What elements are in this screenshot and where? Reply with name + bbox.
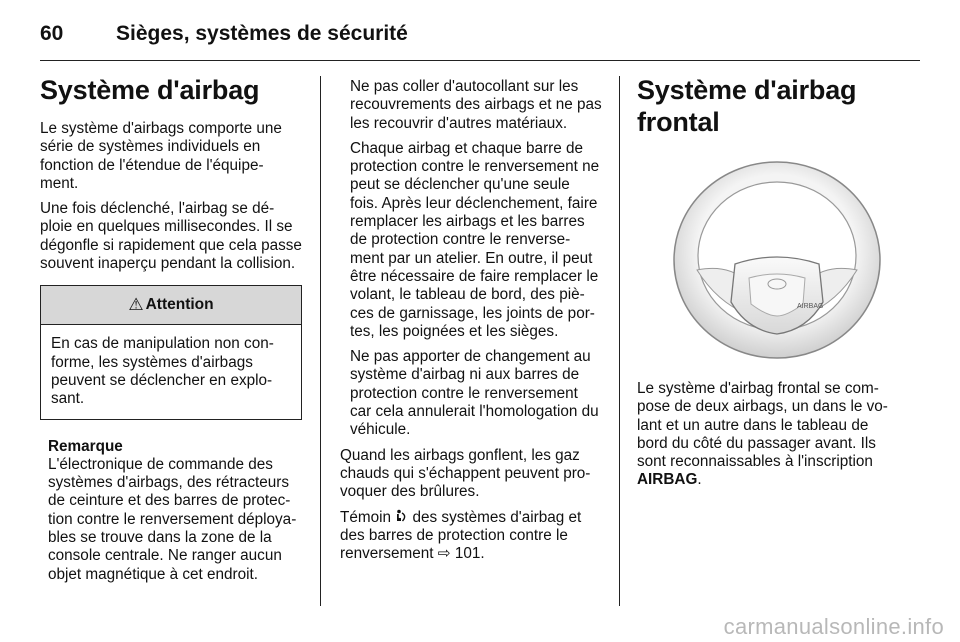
heading-airbag-system: Système d'airbag [40, 75, 260, 105]
warning-box [40, 285, 302, 419]
note-title: Remarque [48, 437, 123, 455]
page-reference[interactable]: 101. [454, 545, 485, 563]
deployment-paragraph: Une fois déclenché, l'airbag se dé- ploie en quelques millisecondes. Il se dégonfle si rapidement que cela passe souvent inaperçu pendant la collision. [40, 200, 302, 273]
warning-light-paragraph [340, 509, 602, 564]
left-column [40, 62, 302, 584]
note-block [40, 438, 302, 584]
hot-gas-paragraph: Quand les airbags gonflent, les gaz chauds qui s'échappent peuvent pro- voquer des brûlures. [340, 446, 591, 501]
warning-header [41, 286, 301, 325]
front-airbag-end: . [697, 471, 702, 489]
intro-paragraph: Le système d'airbags comporte une série de systèmes individuels en fonction de l'étendue de l'équipe- ment. [40, 120, 282, 192]
middle-column [340, 78, 602, 570]
heading-front-airbag: Système d'airbag frontal [637, 75, 857, 137]
no-modification-paragraph: Ne pas apporter de changement au système d'airbag ni aux barres de protection contre le renversement car cela annulerait l'homologation du véhicule. [350, 348, 599, 439]
single-deploy-paragraph: Chaque airbag et chaque barre de protection contre le renversement ne peut se déclencher qu'une seule fois. Après leur déclenchement, faire remplacer les airbags et les barres de protection contre le renverse- ment par un atelier. En outre, il peut être nécessaire de faire remplacer le volant, le tableau de bord, des piè- ces de garnissage, les joints de por- tes, les poignées et les sièges. [350, 139, 600, 340]
column-divider-1 [320, 76, 321, 606]
steering-wheel-illustration [657, 152, 897, 362]
page-ref-arrow-icon: ⇨ [437, 545, 451, 563]
warning-triangle-icon: ⚠ [128, 295, 144, 315]
watermark: carmanualsonline.info [723, 614, 944, 639]
sticker-warning: Ne pas coller d'autocollant sur les recouvrements des airbags et ne pas les recouvrir d'autres matériaux. [350, 78, 602, 132]
right-column [637, 62, 902, 497]
header-divider [40, 60, 920, 61]
warning-text: En cas de manipulation non con- forme, les systèmes d'airbags peuvent se déclencher en explo- sant. [51, 335, 274, 408]
wheel-airbag-label: AIRBAG [797, 303, 824, 310]
airbag-warning-symbol-icon [395, 509, 408, 524]
airbag-label-bold: AIRBAG [637, 471, 698, 489]
section-title: Sièges, systèmes de sécurité [116, 22, 408, 45]
front-airbag-text: Le système d'airbag frontal se com- pose de deux airbags, un dans le vo- lant et un autre dans le tableau de bord du côté du passager avant. Ils sont reconnaissables à l'inscription [637, 380, 888, 471]
warning-light-desc: des systèmes d'airbag et des barres de protection contre le renversement [340, 508, 582, 563]
page-header [40, 16, 920, 46]
column-divider-2 [619, 76, 620, 606]
warning-light-text: Témoin [340, 508, 392, 526]
warning-title: Attention [145, 296, 214, 314]
front-airbag-paragraph [637, 380, 902, 490]
note-text: L'électronique de commande des systèmes d'airbags, des rétracteurs de ceinture et des barres de protec- tion contre le renversement déploya- bles se trouve dans la zone de la console centrale. Ne ranger aucun objet magnétique à cet endroit. [48, 455, 297, 583]
page-number: 60 [40, 22, 64, 45]
